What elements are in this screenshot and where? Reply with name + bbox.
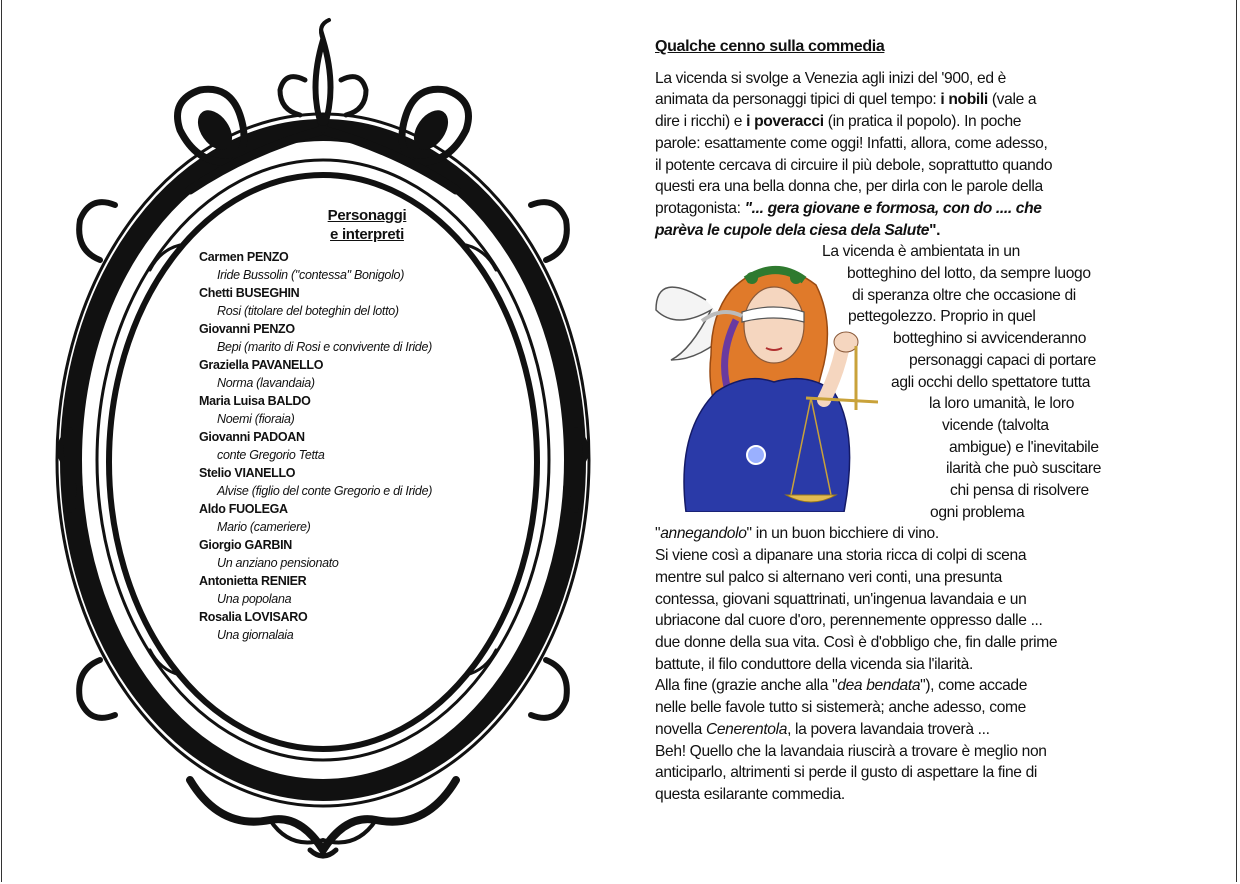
text-line: Alla fine (grazie anche alla "dea bendata"), come accade bbox=[655, 677, 1028, 695]
text-line: il potente cercava di circuire il più debole, soprattutto quando bbox=[655, 156, 1053, 174]
cast-list bbox=[199, 206, 509, 644]
text-line: anticiparlo, altrimenti si perde il gusto di aspettare la fine di bbox=[655, 764, 1038, 782]
text-line: ogni problema bbox=[930, 503, 1025, 521]
text-line: La vicenda si svolge a Venezia agli inizi del '900, ed è bbox=[655, 69, 1006, 87]
text-line: ubriacone dal cuore d'oro, perennemente oppresso dalle ... bbox=[655, 612, 1043, 630]
article-heading: Qualche cenno sulla commedia bbox=[655, 38, 885, 55]
cast-actor-name: Giorgio GARBIN bbox=[199, 538, 293, 552]
cast-actor-name: Aldo FUOLEGA bbox=[199, 502, 288, 516]
text-line: mentre sul palco si alternano veri conti, una presunta bbox=[655, 568, 1002, 586]
text-line: contessa, giovani squattrinati, un'ingenua lavandaia e un bbox=[655, 590, 1027, 608]
text-line: nelle belle favole tutto si sistemerà; anche adesso, come bbox=[655, 699, 1026, 717]
text-line: protagonista: "... gera giovane e formosa, con do .... che bbox=[655, 199, 1042, 217]
text-line: la loro umanità, le loro bbox=[929, 395, 1075, 413]
text-line: di speranza oltre che occasione di bbox=[852, 286, 1076, 304]
text-line: dire i ricchi) e i poveracci (in pratica il popolo). In poche bbox=[655, 113, 1022, 131]
ornate-mirror-frame bbox=[40, 10, 600, 870]
text-line: Si viene così a dipanare una storia ricca di colpi di scena bbox=[655, 547, 1027, 565]
text-line: parèva le cupole dela ciesa dela Salute". bbox=[655, 221, 941, 239]
cast-role: Mario (cameriere) bbox=[217, 520, 311, 534]
cast-role: Bepi (marito di Rosi e convivente di Iride) bbox=[217, 340, 432, 354]
cast-role: Un anziano pensionato bbox=[217, 556, 339, 570]
cast-title bbox=[225, 206, 509, 244]
text-line: La vicenda è ambientata in un bbox=[822, 243, 1020, 261]
cast-actor-name: Carmen PENZO bbox=[199, 250, 289, 264]
text-line: chi pensa di risolvere bbox=[950, 482, 1089, 500]
cast-actor-name: Maria Luisa BALDO bbox=[199, 394, 311, 408]
text-line: questa esilarante commedia. bbox=[655, 785, 845, 803]
cast-role: Alvise (figlio del conte Gregorio e di Iride) bbox=[217, 484, 433, 498]
cast-actor-name: Chetti BUSEGHIN bbox=[199, 286, 300, 300]
cast-actor-name: Antonietta RENIER bbox=[199, 574, 307, 588]
text-line: novella Cenerentola, la povera lavandaia troverà ... bbox=[655, 720, 990, 738]
text-line: parole: esattamente come oggi! Infatti, allora, come adesso, bbox=[655, 134, 1048, 152]
text-line: botteghino del lotto, da sempre luogo bbox=[847, 265, 1091, 283]
cast-role: Iride Bussolin ("contessa" Bonigolo) bbox=[217, 268, 405, 282]
text-line: vicende (talvolta bbox=[942, 416, 1049, 434]
text-line: personaggi capaci di portare bbox=[909, 351, 1096, 369]
text-line: "annegandolo" in un buon bicchiere di vino. bbox=[655, 525, 939, 543]
text-line: Beh! Quello che la lavandaia riuscirà a trovare è meglio non bbox=[655, 742, 1047, 760]
cast-role: conte Gregorio Tetta bbox=[217, 448, 325, 462]
cast-actor-name: Giovanni PADOAN bbox=[199, 430, 305, 444]
blindfolded-justice-illustration bbox=[646, 250, 878, 512]
cast-actor-name: Giovanni PENZO bbox=[199, 322, 295, 336]
cast-entries bbox=[199, 248, 509, 644]
text-line: battute, il filo conduttore della vicenda sia l'ilarità. bbox=[655, 655, 973, 673]
text-line: ambigue) e l'inevitabile bbox=[949, 438, 1099, 456]
cast-role: Una popolana bbox=[217, 592, 292, 606]
text-line: questi era una bella donna che, per dirla con le parole della bbox=[655, 178, 1043, 196]
cast-title-line-1: Personaggi bbox=[327, 207, 407, 224]
cast-role: Norma (lavandaia) bbox=[217, 376, 315, 390]
text-line: pettegolezzo. Proprio in quel bbox=[848, 308, 1036, 326]
cast-role: Una giornalaia bbox=[217, 628, 294, 642]
text-line: agli occhi dello spettatore tutta bbox=[891, 373, 1091, 391]
text-line: due donne della sua vita. Così è d'obbligo che, fin dalle prime bbox=[655, 633, 1058, 651]
text-line: botteghino si avvicenderanno bbox=[893, 330, 1087, 348]
cast-title-line-2: e interpreti bbox=[330, 226, 404, 243]
cast-role: Noemi (fioraia) bbox=[217, 412, 295, 426]
cast-actor-name: Stelio VIANELLO bbox=[199, 466, 296, 480]
cast-role: Rosi (titolare del boteghin del lotto) bbox=[217, 304, 399, 318]
text-line: ilarità che può suscitare bbox=[946, 460, 1102, 478]
cast-actor-name: Graziella PAVANELLO bbox=[199, 358, 324, 372]
cast-actor-name: Rosalia LOVISARO bbox=[199, 610, 308, 624]
text-line: animata da personaggi tipici di quel tempo: i nobili (vale a bbox=[655, 91, 1037, 109]
